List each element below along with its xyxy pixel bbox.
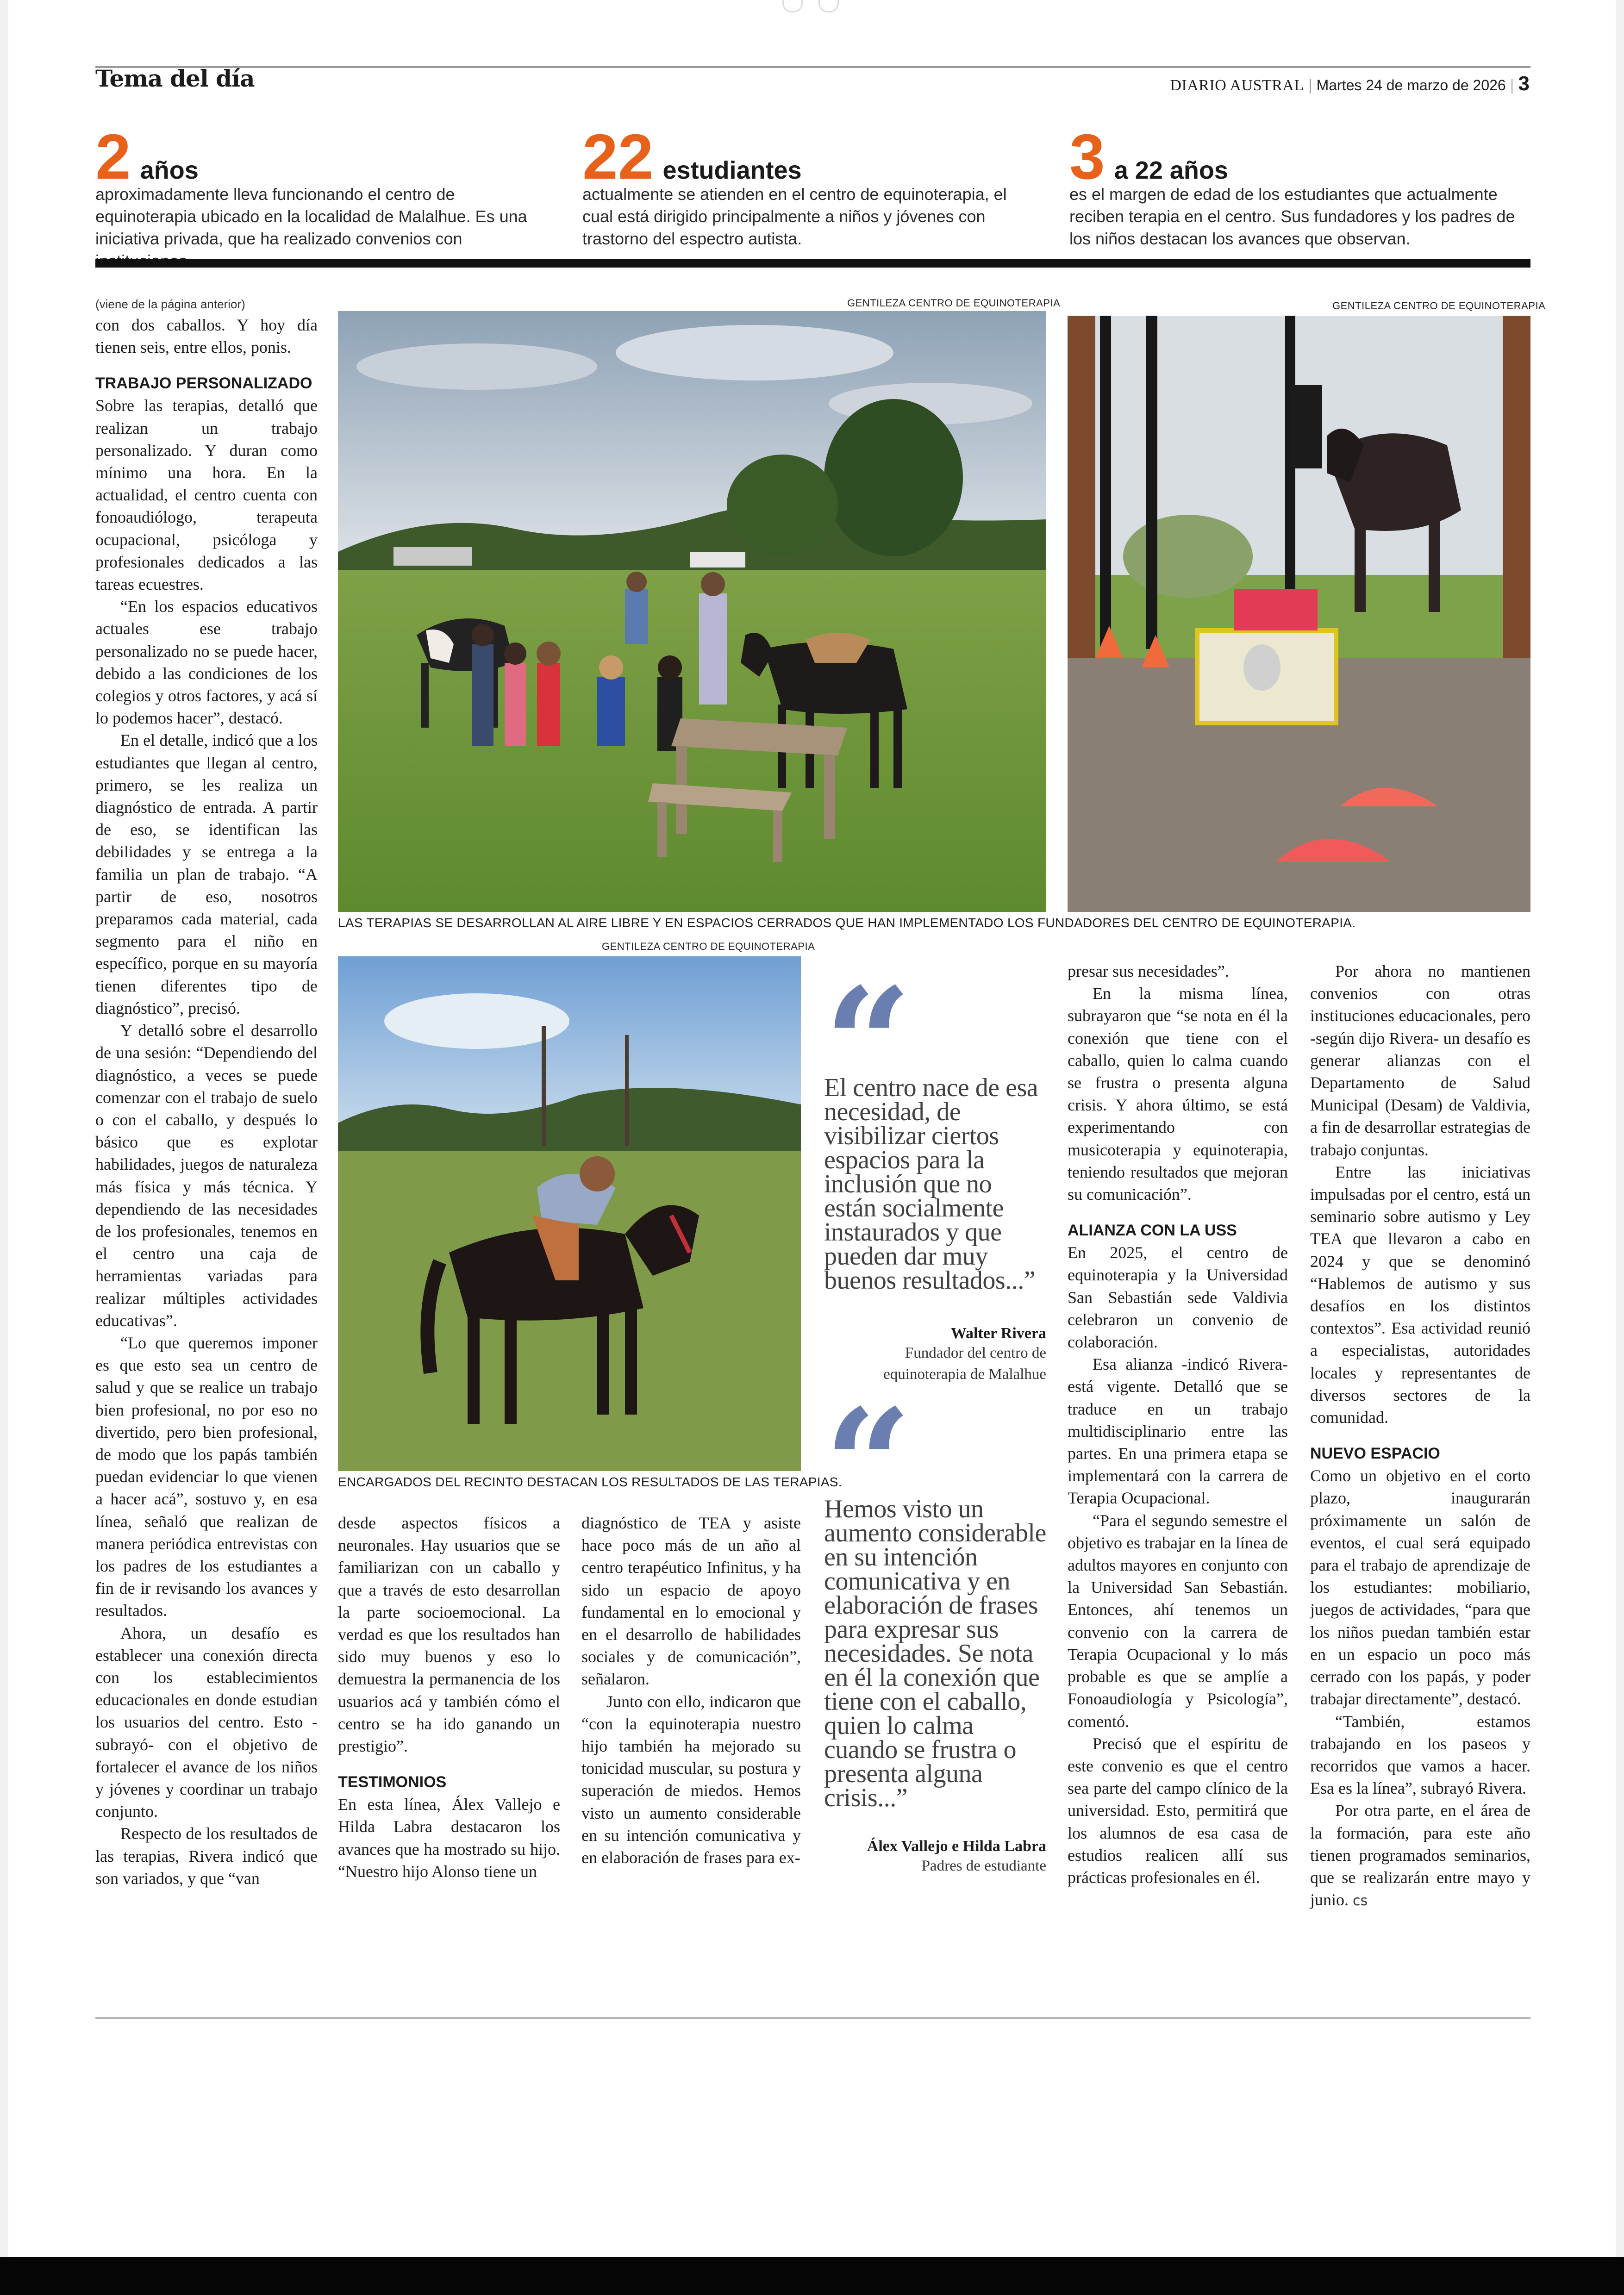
masthead-separator: | (1308, 77, 1312, 94)
article-column-6 (1310, 960, 1530, 1912)
paragraph: Sobre las terapias, detalló que realizan un trabajo personalizado. Y duran como mínimo una hora. En la actualidad, el centro cuenta con fonoaudiólogo, terapeuta ocupacional, psicóloga y profesionales dedicados a las tareas ecuestres. (95, 396, 318, 594)
paragraph: con dos caballos. Y hoy día tienen seis, entre ellos, ponis. (95, 316, 318, 357)
article-column-1 (95, 296, 318, 1890)
photo-credit: GENTILEZA CENTRO DE EQUINOTERAPIA (602, 941, 815, 952)
quote-text: El centro nace de esa necesidad, de visibilizar ciertos espacios para la inclusión que no están socialmente instaurados y que pueden dar muy buenos resultados...” (824, 1073, 1038, 1295)
stat-number: 2 (95, 121, 131, 193)
next-page-icon[interactable] (818, 0, 839, 12)
photo-caption: ENCARGADOS DEL RECINTO DESTACAN LOS RESULTADOS DE LAS TERAPIAS. (338, 1475, 842, 1489)
photo-outdoor-therapy (338, 311, 1046, 912)
page-edge-left (0, 0, 8, 2259)
stat-description: actualmente se atienden en el centro de equinoterapia, el cual está dirigido principalmente a niños y jóvenes con trastorno del espectro autista. (582, 185, 1007, 248)
quote-author: Walter Rivera (950, 1325, 1046, 1342)
paragraph: Entre las iniciativas impulsadas por el centro, está un seminario sobre autismo y Ley TEA que llevaron a cabo en 2024 y que se denominó “Hablemos de autismo y sus desafíos en los distintos contextos”. Esa actividad reunió a especialistas, autoridades locales y representantes de diversos sectores de la comunidad. (1310, 1162, 1530, 1427)
paragraph: Esa alianza -indicó Rivera- está vigente. Detalló que se traduce en un trabajo multidisciplinario entre las partes. En una primera etapa se implementará con la carrera de Terapia Ocupacional. (1068, 1355, 1288, 1508)
quote-role: Padres de estudiante (921, 1858, 1046, 1874)
paragraph: Ahora, un desafío es establecer una conexión directa con los establecimientos educacionales en donde estudian los usuarios del centro. Esto -subrayó- con el objetivo de fortalecer el avance de los niños y jóvenes y coordinar un trabajo conjunto. (95, 1623, 318, 1821)
paragraph: En esta línea, Álex Vallejo e Hilda Labra destacaron los avances que ha mostrado su hijo. “Nuestro hijo Alonso tiene un (338, 1795, 560, 1881)
stat-description: es el margen de edad de los estudiantes que actualmente reciben terapia en el centro. Sus fundadores y los padres de los niños destacan los avances que observan. (1069, 185, 1515, 248)
article-column-2 (338, 1512, 560, 1883)
stats-strip (95, 121, 1530, 259)
subheading: NUEVO ESPACIO (1310, 1445, 1440, 1463)
page-edge-right (1616, 0, 1624, 2259)
stat-item (1069, 121, 1528, 259)
prev-page-icon[interactable] (782, 0, 803, 12)
subheading: ALIANZA CON LA USS (1068, 1222, 1237, 1240)
stat-item (582, 121, 1041, 259)
paragraph: “Lo que queremos imponer es que esto sea un centro de salud y que se realice un trabajo bien profesional, no por eso no divertido, pero bien profesional, de modo que los papás también puedan evidenciar lo que vienen a hacer acá”, sostuvo y, en esa línea, señaló que realizan de manera periódica entrevistas con los padres de los estudiantes a fin de ir revisando los avances y resultados. (95, 1333, 318, 1620)
paragraph: “También, estamos trabajando en los paseos y recorridos que vamos a hacer. Esa es la línea”, subrayó Rivera. (1310, 1712, 1530, 1798)
paragraph: En la misma línea, subrayaron que “se nota en él la conexión que tiene con el caballo, quien lo calma cuando se frustra o presenta alguna crisis. Y ahora último, se está experimentando con musicoterapia y equinoterapia, teniendo resultados que mejoran su comunicación”. (1068, 984, 1288, 1204)
paragraph: Junto con ello, indicaron que “con la equinoterapia nuestro hijo también ha mejorado su tonicidad muscular, su postura y superación de miedos. Hemos visto un aumento considerable en su intención comunicativa y en elaboración de frases para ex- (581, 1692, 801, 1867)
paragraph-text: Por otra parte, en el área de la formación, para este año tienen programados seminarios, que se realizarán entre mayo y junio. (1310, 1801, 1530, 1909)
masthead (1170, 72, 1530, 95)
quote-author: Álex Vallejo e Hilda Labra (867, 1838, 1046, 1855)
viewer-bottom-bar (0, 2257, 1624, 2295)
paragraph: Por ahora no mantienen convenios con otras instituciones educacionales, pero -según dijo Rivera- un desafío es generar alianzas con el Departamento de Salud Municipal (Desam) de Valdivia, a fin de desarrollar estrategias de trabajo conjuntas. (1310, 962, 1530, 1159)
header-rule (95, 66, 1530, 68)
subheading: TRABAJO PERSONALIZADO (95, 374, 312, 393)
stat-number: 22 (582, 121, 654, 193)
paragraph: Y detalló sobre el desarrollo de una sesión: “Dependiendo del diagnóstico, a veces se puede comenzar con el trabajo de suelo o con el caballo, y después lo básico que es explotar habilidades, juegos de naturaleza más física y más técnica. Y dependiendo de las necesidades de los profesionales, tenemos en el centro una caja de herramientas variadas para realizar múltiples actividades educativas”. (95, 1021, 318, 1330)
paragraph: “Para el segundo semestre el objetivo es trabajar en la línea de adultos mayores en conjunto con la Universidad San Sebastián. Entonces, ahí tenemos un convenio con la carrera de Terapia Ocupacional y lo más probable es que se amplíe a Fonoaudiología y Psicología”, comentó. (1068, 1511, 1288, 1731)
stat-number: 3 (1069, 121, 1105, 193)
quote-role: Fundador del centro de equinoterapia de Malalhue (883, 1345, 1046, 1383)
newspaper-name: DIARIO AUSTRAL (1170, 77, 1304, 94)
pull-quote (824, 972, 1046, 1385)
paragraph: diagnóstico de TEA y asiste hace poco más de un año al centro terapéutico Infinitus, y ha sido un espacio de apoyo fundamental en lo emocional y en el desarrollo de habilidades sociales y de comunicación”, señalaron. (581, 1514, 801, 1689)
footer-rule (95, 2017, 1530, 2019)
viewer-nav (782, 0, 839, 14)
stats-rule (95, 259, 1530, 268)
page-number: 3 (1518, 72, 1530, 95)
stat-unit: estudiantes (662, 156, 802, 184)
publication-date: Martes 24 de marzo de 2026 (1316, 77, 1506, 94)
paragraph: presar sus necesidades”. (1068, 962, 1229, 980)
paragraph: “En los espacios educativos actuales ese trabajo personalizado no se puede hacer, debido a las condiciones de los colegios y otros factores, y acá sí lo podemos hacer”, destacó. (95, 597, 318, 728)
continued-note: (viene de la página anterior) (95, 297, 245, 311)
paragraph: Como un objetivo en el corto plazo, inaugurarán próximamente un salón de eventos, el cual será equipado para el trabajo de aprendizaje de los estudiantes: mobiliario, juegos de actividades, “para que los niños puedan también estar en un espacio un poco más cerrado con los papás, y poder trabajar directamente”, destacó. (1310, 1466, 1530, 1709)
stat-unit: años (140, 156, 199, 184)
end-of-article-icon: cs (1353, 1893, 1368, 1909)
stat-item (95, 121, 554, 259)
masthead-separator: | (1510, 77, 1514, 94)
article-column-5 (1068, 960, 1288, 1889)
paragraph: En 2025, el centro de equinoterapia y la Universidad San Sebastián sede Valdivia celebraron un convenio de colaboración. (1068, 1243, 1288, 1352)
photo-child-on-pony (338, 956, 801, 1471)
pull-quote (824, 1393, 1046, 1877)
paragraph: desde aspectos físicos a neuronales. Hay usuarios que se familiarizan con un caballo y que a través de esto desarrollan la parte socioemocional. La verdad es que los resultados han sido muy buenos y eso lo demuestra la permanencia de los usuarios acá y también cómo el centro se ha ido ganando un prestigio”. (338, 1514, 560, 1756)
subheading: TESTIMONIOS (338, 1773, 447, 1791)
paragraph (1310, 1799, 1530, 1912)
paragraph: Respecto de los resultados de las terapias, Rivera indicó que son variados, y que “van (95, 1824, 318, 1888)
quote-mark-icon (824, 1393, 1046, 1481)
article-column-3 (581, 1512, 801, 1869)
photo-credit: GENTILEZA CENTRO DE EQUINOTERAPIA (1332, 300, 1546, 312)
photo-caption: LAS TERAPIAS SE DESARROLLAN AL AIRE LIBRE Y EN ESPACIOS CERRADOS QUE HAN IMPLEMENTADO LOS FUNDADORES DEL CENTRO DE EQUINOTERAPIA. (338, 916, 1356, 930)
photo-credit: GENTILEZA CENTRO DE EQUINOTERAPIA (847, 297, 1061, 309)
quote-mark-icon (824, 972, 1046, 1060)
photo-pony-window (1068, 316, 1530, 912)
quote-text: Hemos visto un aumento considerable en su intención comunicativa y en elaboración de frases para expresar sus necesidades. Se nota en él la conexión que tiene con el caballo, quien lo calma cuando se frustra o presenta alguna crisis...” (824, 1495, 1046, 1812)
section-title: Tema del día (95, 65, 255, 92)
stat-unit: a 22 años (1114, 156, 1228, 184)
paragraph: Precisó que el espíritu de este convenio es que el centro sea parte del campo clínico de la universidad. Esto, permitirá que los alumnos de esa casa de estudios realicen allí sus prácticas profesionales en él. (1068, 1734, 1288, 1887)
stat-description: aproximadamente lleva funcionando el centro de equinoterapia ubicado en la localidad de Malalhue. Es una iniciativa privada, que ha realizado convenios con (95, 185, 527, 248)
paragraph: En el detalle, indicó que a los estudiantes que llegan al centro, primero, se les realiza un diagnóstico de entrada. A partir de eso, se identifican las debilidades y se entrega a la familia un plan de trabajo. “A partir de eso, nosotros preparamos cada material, cada segmento para el niño en específico, porque en su mayoría tienen diferentes tipo de diagnóstico”, precisó. (95, 731, 318, 1017)
